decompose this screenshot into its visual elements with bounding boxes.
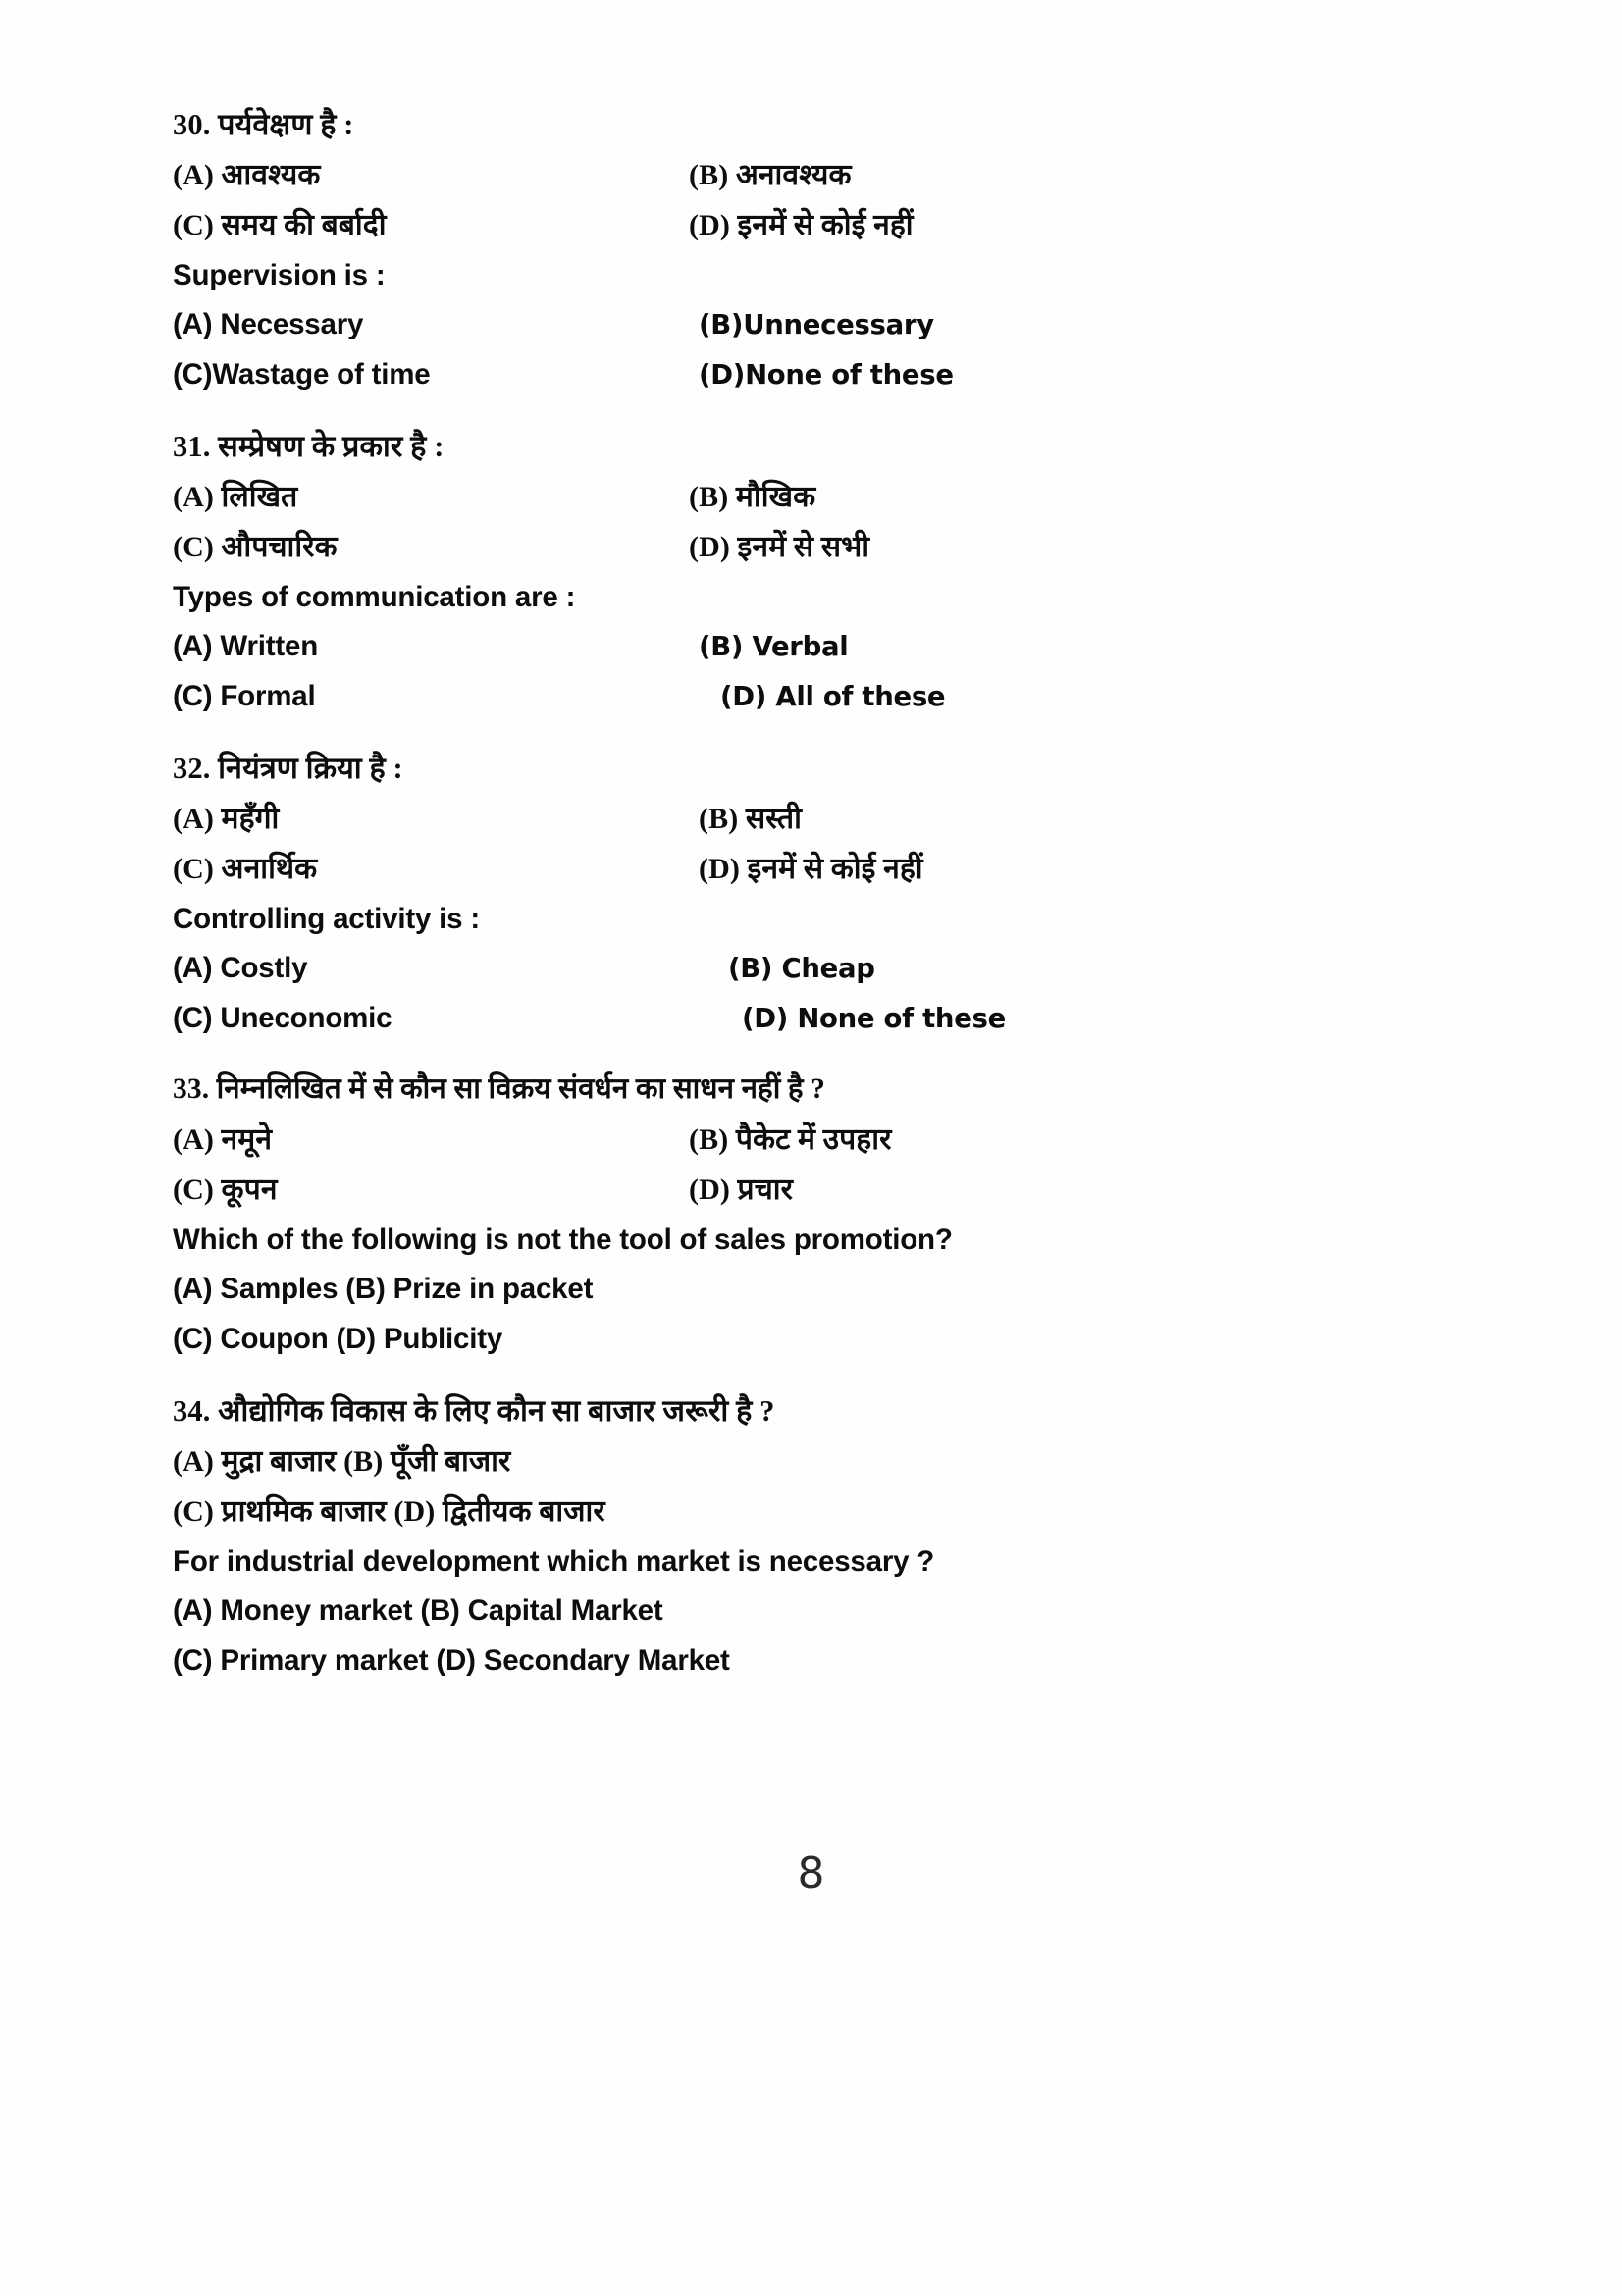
option-c-english[interactable]: (C) Uneconomic — [173, 1001, 392, 1034]
question-item-32 — [173, 754, 1389, 1032]
option-a-english[interactable]: (A) Necessary — [173, 308, 364, 340]
option-a-hindi[interactable]: (A) आवश्यक — [173, 158, 321, 191]
option-row-english — [173, 1001, 1389, 1034]
option-line-english[interactable]: (A) Samples (B) Prize in packet — [173, 1273, 594, 1305]
option-a-english[interactable]: (A) Costly — [173, 952, 308, 984]
option-c-hindi[interactable]: (C) समय की बर्बादी — [173, 208, 387, 241]
option-c-english[interactable]: (C) Formal — [173, 679, 316, 712]
question-stem-english: Controlling activity is : — [173, 902, 480, 935]
question-stem-hindi: 31. सम्प्रेषण के प्रकार है : — [173, 430, 445, 463]
question-stem-hindi: 30. पर्यवेक्षण है : — [173, 108, 354, 141]
question-stem-hindi: 34. औद्योगिक विकास के लिए कौन सा बाजार जरूरी है ? — [173, 1394, 775, 1428]
option-row-english — [173, 632, 1389, 661]
option-d-english[interactable]: (D)None of these — [699, 358, 954, 391]
option-d-english[interactable]: (D) All of these — [720, 680, 946, 712]
option-a-english[interactable]: (A) Written — [173, 630, 319, 662]
option-a-hindi[interactable]: (A) नमूने — [173, 1122, 273, 1156]
option-b-hindi[interactable]: (B) अनावश्यक — [689, 158, 852, 191]
page-number: 8 — [797, 1849, 825, 1899]
option-line-english[interactable]: (A) Money market (B) Capital Market — [173, 1594, 663, 1627]
option-b-hindi[interactable]: (B) मौखिक — [689, 480, 816, 513]
option-row-english — [173, 679, 1389, 712]
question-item-30 — [173, 110, 1389, 389]
option-row-hindi — [173, 208, 1389, 241]
option-row-hindi — [173, 480, 1389, 513]
option-row-hindi — [173, 802, 1389, 835]
question-item-34 — [173, 1396, 1389, 1675]
question-item-31 — [173, 432, 1389, 710]
option-b-english[interactable]: (B) Verbal — [699, 631, 849, 662]
option-row-hindi — [173, 1122, 1389, 1156]
option-d-hindi[interactable]: (D) इनमें से सभी — [689, 530, 870, 563]
option-row-english — [173, 310, 1389, 339]
question-stem-english: Supervision is : — [173, 258, 386, 291]
question-stem-english: Which of the following is not the tool of sales promotion? — [173, 1223, 953, 1256]
question-stem-english: Types of communication are : — [173, 580, 576, 613]
option-row-hindi — [173, 1175, 1389, 1205]
question-item-33 — [173, 1075, 1389, 1353]
question-stem-hindi: 33. निम्नलिखित में से कौन सा विक्रय संवर्धन का साधन नहीं है ? — [173, 1073, 826, 1105]
option-row-english — [173, 357, 1389, 391]
question-stem-english: For industrial development which market is necessary ? — [173, 1544, 935, 1578]
option-c-hindi[interactable]: (C) अनार्थिक — [173, 852, 318, 885]
option-b-hindi[interactable]: (B) सस्ती — [699, 802, 803, 835]
option-a-hindi[interactable]: (A) लिखित — [173, 480, 298, 513]
option-c-hindi[interactable]: (C) औपचारिक — [173, 530, 338, 563]
option-c-english[interactable]: (C)Wastage of time — [173, 357, 431, 391]
question-list — [173, 110, 1389, 1675]
option-d-english[interactable]: (D) None of these — [742, 1002, 1006, 1034]
option-row-hindi — [173, 852, 1389, 885]
option-row-hindi — [173, 530, 1389, 563]
option-line-english[interactable]: (C) Primary market (D) Secondary Market — [173, 1644, 730, 1677]
option-c-hindi[interactable]: (C) कूपन — [173, 1173, 278, 1206]
question-stem-hindi: 32. नियंत्रण क्रिया है : — [173, 752, 403, 785]
option-b-english[interactable]: (B)Unnecessary — [699, 309, 934, 340]
option-line-hindi[interactable]: (C) प्राथमिक बाजार (D) द्वितीयक बाजार — [173, 1494, 605, 1528]
option-d-hindi[interactable]: (D) प्रचार — [689, 1173, 794, 1206]
option-line-english[interactable]: (C) Coupon (D) Publicity — [173, 1322, 503, 1355]
option-line-hindi[interactable]: (A) मुद्रा बाजार (B) पूँजी बाजार — [173, 1444, 511, 1478]
option-d-hindi[interactable]: (D) इनमें से कोई नहीं — [699, 852, 923, 885]
option-b-english[interactable]: (B) Cheap — [728, 953, 875, 984]
option-d-hindi[interactable]: (D) इनमें से कोई नहीं — [689, 208, 914, 241]
option-a-hindi[interactable]: (A) महँगी — [173, 802, 280, 835]
option-row-english — [173, 954, 1389, 983]
option-row-hindi — [173, 158, 1389, 191]
option-b-hindi[interactable]: (B) पैकेट में उपहार — [689, 1122, 892, 1156]
